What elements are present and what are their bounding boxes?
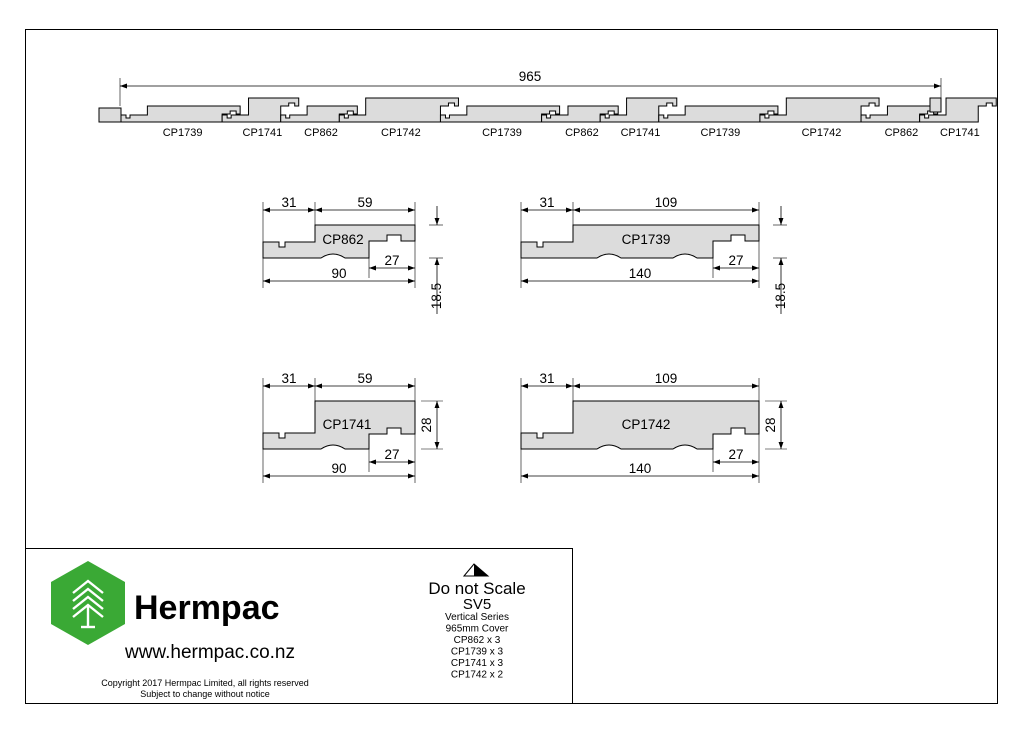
- drawing-detail-line: CP862 x 3: [453, 635, 501, 646]
- dim-face-label: 59: [357, 195, 373, 210]
- assembly-label: CP1741: [620, 127, 661, 139]
- brand-name: Hermpac: [134, 589, 280, 627]
- dim-width-label: 90: [331, 266, 347, 281]
- assembly-label: CP1739: [162, 127, 203, 139]
- profile-cp1742: [521, 371, 787, 483]
- projection-symbol-icon: [464, 564, 488, 576]
- overall-width-label: 965: [518, 69, 542, 84]
- copyright-text: Copyright 2017 Hermpac Limited, all rights reserved: [101, 678, 309, 688]
- change-notice-text: Subject to change without notice: [140, 689, 270, 699]
- dim-lip-label: 31: [539, 371, 555, 386]
- profile-name: CP1742: [621, 417, 671, 432]
- drawing-detail-line: CP1739 x 3: [450, 646, 504, 658]
- dim-width-label: 140: [628, 461, 652, 476]
- profile-name: CP1739: [621, 232, 671, 247]
- dim-lip-label: 31: [539, 195, 555, 210]
- scale-note: Do not Scale: [428, 579, 526, 598]
- assembly-labels: [163, 127, 980, 139]
- assembly-label: CP862: [304, 127, 338, 139]
- dim-lip-label: 31: [281, 371, 297, 386]
- profile-cp1741: [263, 371, 443, 483]
- dim-thickness-label: 28: [419, 417, 434, 433]
- dim-thickness-label: 28: [763, 417, 778, 433]
- dim-lip-label: 31: [281, 195, 297, 210]
- drawing-detail-line: Vertical Series: [445, 612, 509, 623]
- drawing-detail-line: CP1741 x 3: [450, 658, 504, 669]
- assembly-label: CP1739: [482, 127, 522, 139]
- assembly-end-cap: [930, 98, 941, 112]
- website-link[interactable]: www.hermpac.co.nz: [124, 642, 296, 663]
- dim-tongue-label: 27: [384, 447, 400, 462]
- assembly-starter-lip: [99, 108, 121, 122]
- hermpac-logo-icon: [51, 561, 125, 645]
- drawing-details: [445, 612, 509, 681]
- assembly-label: CP862: [565, 127, 599, 139]
- drawing-code: SV5: [462, 596, 492, 613]
- dim-tongue-label: 27: [728, 253, 744, 268]
- dim-face-label: 59: [357, 371, 373, 386]
- assembly-label: CP1742: [801, 127, 842, 139]
- assembly-label: CP1742: [381, 127, 421, 139]
- dim-face-label: 109: [654, 195, 678, 210]
- drawing-detail-line: CP1742 x 2: [450, 669, 504, 681]
- assembly-label: CP1739: [700, 127, 741, 139]
- dim-width-label: 90: [331, 461, 347, 476]
- dim-tongue-label: 27: [384, 253, 400, 268]
- assembly-label: CP1741: [242, 127, 283, 139]
- assembly-diagram: [99, 69, 996, 139]
- profile-cp1739: [521, 195, 788, 314]
- dim-face-label: 109: [654, 371, 678, 386]
- profile-cp862: [263, 195, 444, 314]
- dim-thickness-label: 18.5: [773, 282, 788, 310]
- assembly-boards: [99, 98, 996, 122]
- profile-name: CP1741: [322, 417, 372, 432]
- profile-name: CP862: [322, 232, 364, 247]
- dim-tongue-label: 27: [728, 447, 744, 462]
- assembly-label: CP1741: [940, 127, 980, 139]
- dim-width-label: 140: [628, 266, 652, 281]
- drawing-detail-line: 965mm Cover: [445, 623, 509, 635]
- assembly-label: CP862: [884, 127, 919, 139]
- title-block: [26, 549, 573, 704]
- dim-thickness-label: 18.5: [429, 282, 444, 310]
